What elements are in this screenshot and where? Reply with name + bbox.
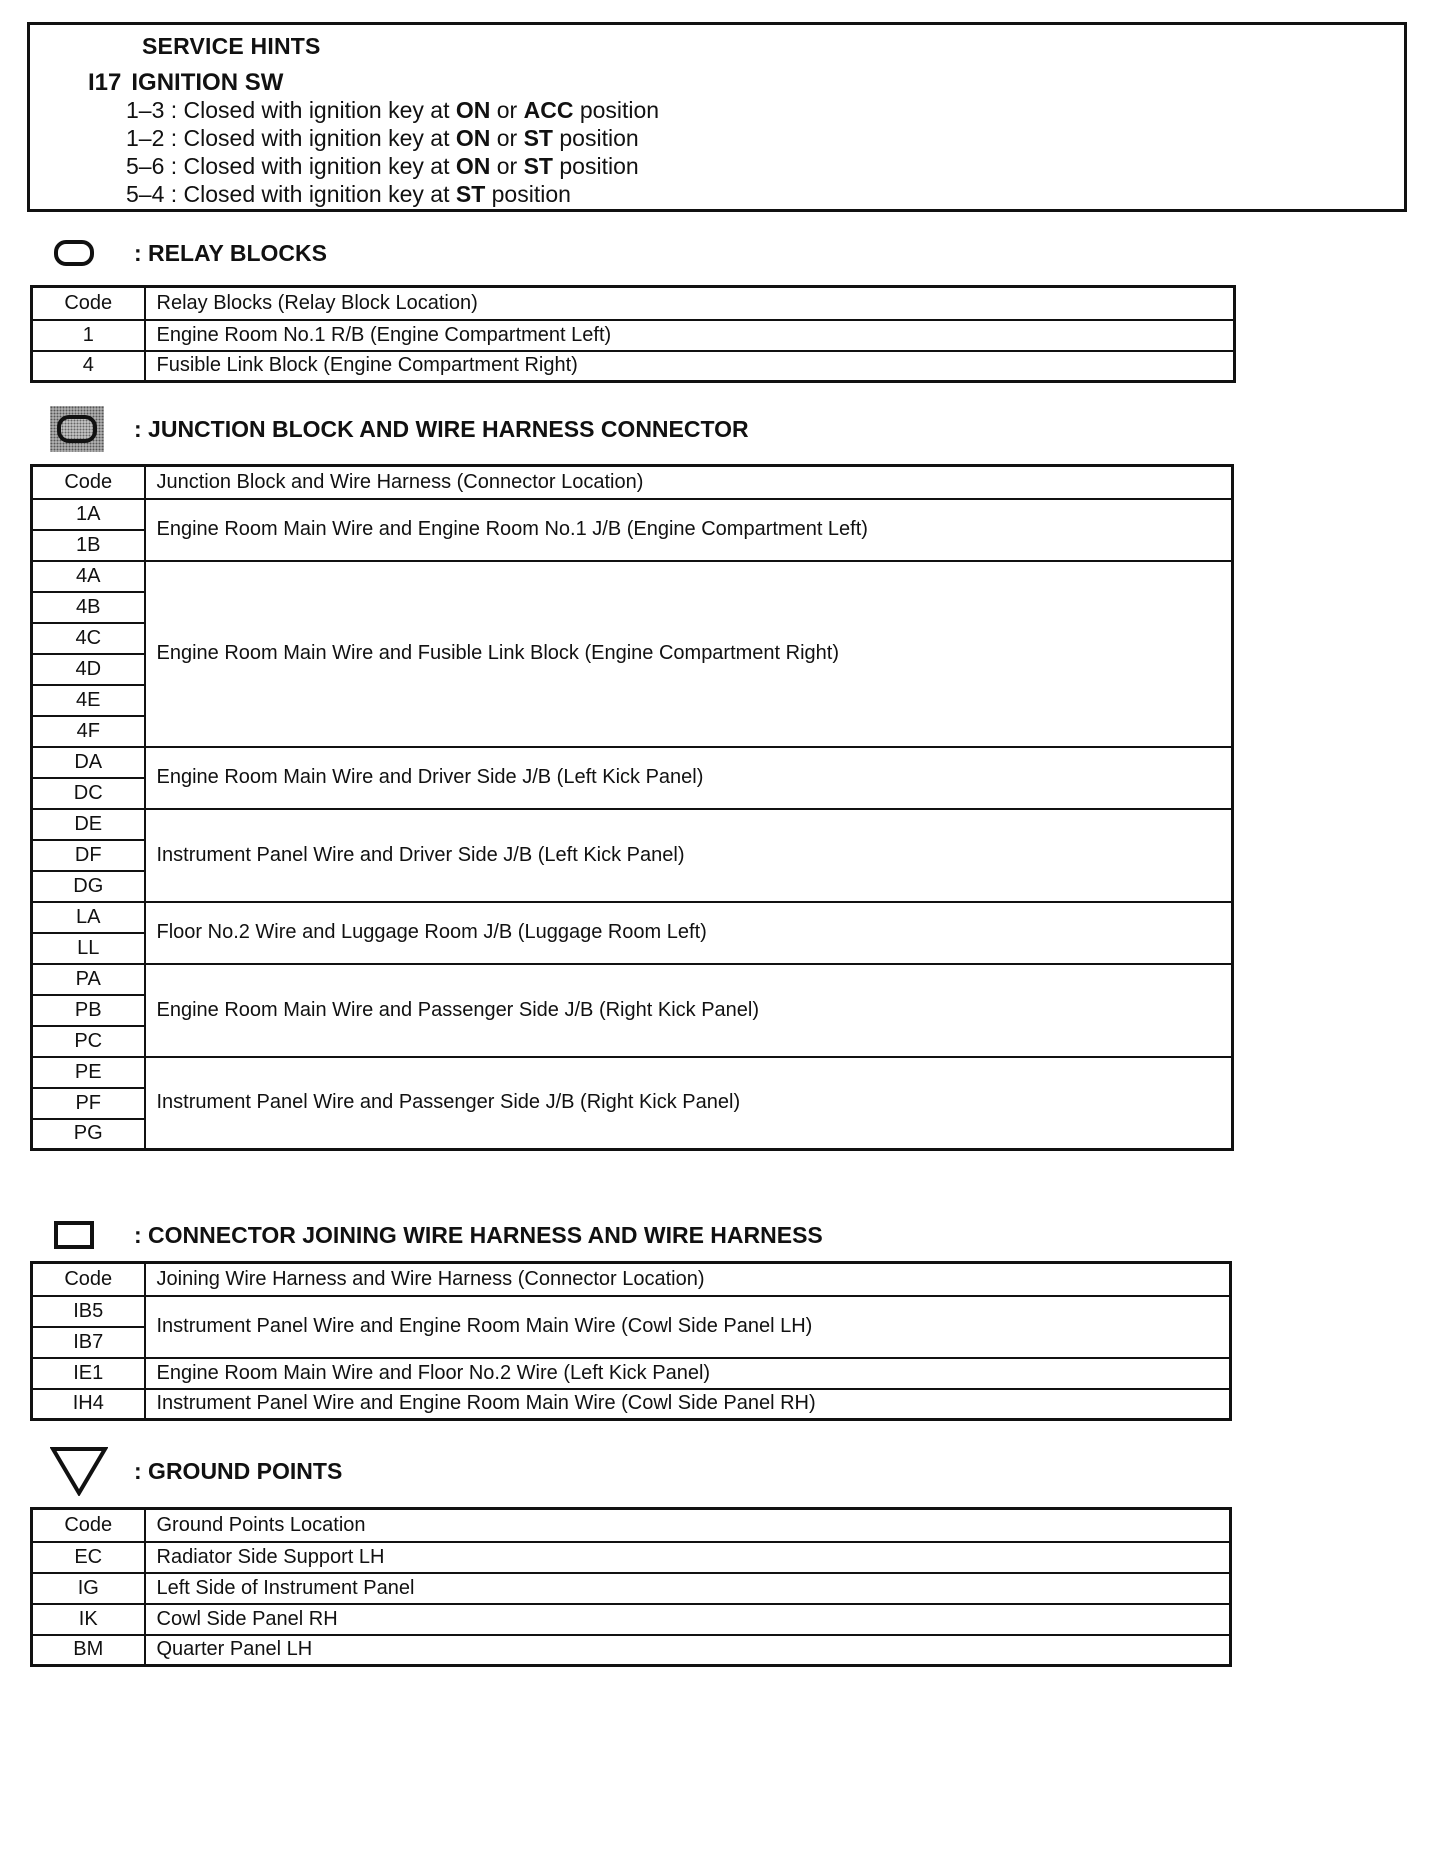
hint-line [126,181,571,208]
hint-text: : Closed with ignition key at [164,125,456,151]
row-code: 4E [32,685,145,716]
hint-text: or [490,97,524,123]
table-row [32,1573,1231,1604]
table-row [32,499,1233,530]
hint-key: ST [523,153,553,179]
hint-key: ON [455,125,491,151]
row-code: 1A [32,499,145,530]
table-header-row [32,287,1235,320]
row-description: Instrument Panel Wire and Passenger Side J/B (Right Kick Panel) [145,1057,1233,1150]
hint-terminals: 1–3 [126,97,165,123]
header-code: Code [32,1509,145,1542]
hint-text: position [573,97,660,123]
component-code: I17 [88,69,122,96]
hint-key: ON [455,97,491,123]
junction-blocks-title: : JUNCTION BLOCK AND WIRE HARNESS CONNECTOR [134,415,749,442]
row-description: Left Side of Instrument Panel [145,1573,1231,1604]
row-code: IK [32,1604,145,1635]
hint-key: ACC [523,97,574,123]
row-code: PG [32,1119,145,1150]
header-description: Junction Block and Wire Harness (Connector Location) [145,466,1233,499]
row-code: IE1 [32,1358,145,1389]
table-row [32,561,1233,592]
hint-text: position [552,153,639,179]
table-row [32,1542,1231,1573]
square-icon [54,1221,94,1249]
ground-points-title: : GROUND POINTS [134,1457,343,1484]
table-row [32,351,1235,382]
component-name: IGNITION SW [131,69,284,96]
table-row [32,902,1233,933]
header-code: Code [32,1263,145,1296]
table-header-row [32,1509,1231,1542]
row-description: Engine Room Main Wire and Passenger Side J/B (Right Kick Panel) [145,964,1233,1057]
row-code: 1 [32,320,145,351]
hint-key: ON [455,153,491,179]
row-code: PF [32,1088,145,1119]
row-description: Instrument Panel Wire and Engine Room Main Wire (Cowl Side Panel RH) [145,1389,1231,1420]
row-description: Engine Room No.1 R/B (Engine Compartment Left) [145,320,1235,351]
table-row [32,1635,1231,1666]
hint-line [126,153,639,180]
hint-key: ST [523,125,553,151]
row-code: 4F [32,716,145,747]
row-code: 1B [32,530,145,561]
table-row [32,809,1233,840]
header-code: Code [32,287,145,320]
row-code: PB [32,995,145,1026]
junction-blocks-heading [50,404,749,454]
row-description: Fusible Link Block (Engine Compartment Right) [145,351,1235,382]
row-code: DF [32,840,145,871]
rounded-rectangle-icon [54,240,94,266]
row-code: LL [32,933,145,964]
relay-blocks-heading [50,228,327,278]
down-triangle-icon [50,1446,108,1496]
shaded-rounded-rectangle-icon [50,406,104,452]
row-code: IH4 [32,1389,145,1420]
hint-text: position [485,181,571,207]
row-code: DC [32,778,145,809]
header-description: Relay Blocks (Relay Block Location) [145,287,1235,320]
table-row [32,1057,1233,1088]
connectors-table [30,1261,1232,1421]
row-description: Quarter Panel LH [145,1635,1231,1666]
connectors-heading [50,1210,823,1260]
service-hints-box [27,22,1407,212]
row-code: 4B [32,592,145,623]
row-code: PE [32,1057,145,1088]
row-description: Engine Room Main Wire and Engine Room No.1 J/B (Engine Compartment Left) [145,499,1233,561]
hint-component [88,69,283,97]
hint-text: : Closed with ignition key at [164,97,456,123]
hint-text: : Closed with ignition key at [164,181,456,207]
hint-terminals: 5–4 [126,181,165,207]
table-header-row [32,1263,1231,1296]
table-row [32,1296,1231,1327]
row-code: DE [32,809,145,840]
ground-points-table [30,1507,1232,1667]
hint-terminals: 5–6 [126,153,165,179]
hint-line [126,125,639,152]
table-row [32,1389,1231,1420]
row-code: BM [32,1635,145,1666]
row-description: Floor No.2 Wire and Luggage Room J/B (Luggage Room Left) [145,902,1233,964]
table-header-row [32,466,1233,499]
ground-points-heading [50,1446,342,1496]
row-code: IB5 [32,1296,145,1327]
row-code: IG [32,1573,145,1604]
row-description: Engine Room Main Wire and Fusible Link Block (Engine Compartment Right) [145,561,1233,747]
row-code: 4D [32,654,145,685]
junction-blocks-table [30,464,1234,1151]
table-row [32,320,1235,351]
relay-blocks-table [30,285,1236,383]
table-row [32,747,1233,778]
row-code: 4C [32,623,145,654]
row-code: EC [32,1542,145,1573]
row-description: Instrument Panel Wire and Engine Room Main Wire (Cowl Side Panel LH) [145,1296,1231,1358]
connectors-title: : CONNECTOR JOINING WIRE HARNESS AND WIRE HARNESS [134,1221,823,1248]
row-code: 4 [32,351,145,382]
header-code: Code [32,466,145,499]
row-code: 4A [32,561,145,592]
hint-text: position [552,125,639,151]
row-code: PC [32,1026,145,1057]
service-hints-title: SERVICE HINTS [118,33,345,60]
hint-key: ST [455,181,486,207]
row-code: DA [32,747,145,778]
row-description: Radiator Side Support LH [145,1542,1231,1573]
row-code: IB7 [32,1327,145,1358]
row-description: Engine Room Main Wire and Floor No.2 Wire (Left Kick Panel) [145,1358,1231,1389]
row-description: Cowl Side Panel RH [145,1604,1231,1635]
table-row [32,1358,1231,1389]
row-code: DG [32,871,145,902]
table-row [32,964,1233,995]
hint-text: or [490,125,524,151]
row-description: Engine Room Main Wire and Driver Side J/B (Left Kick Panel) [145,747,1233,809]
hint-terminals: 1–2 [126,125,165,151]
row-code: LA [32,902,145,933]
relay-blocks-title: : RELAY BLOCKS [134,239,327,266]
row-description: Instrument Panel Wire and Driver Side J/B (Left Kick Panel) [145,809,1233,902]
hint-text: : Closed with ignition key at [164,153,456,179]
hint-line [126,97,659,124]
hint-text: or [490,153,524,179]
table-row [32,1604,1231,1635]
row-code: PA [32,964,145,995]
header-description: Ground Points Location [145,1509,1231,1542]
header-description: Joining Wire Harness and Wire Harness (Connector Location) [145,1263,1231,1296]
